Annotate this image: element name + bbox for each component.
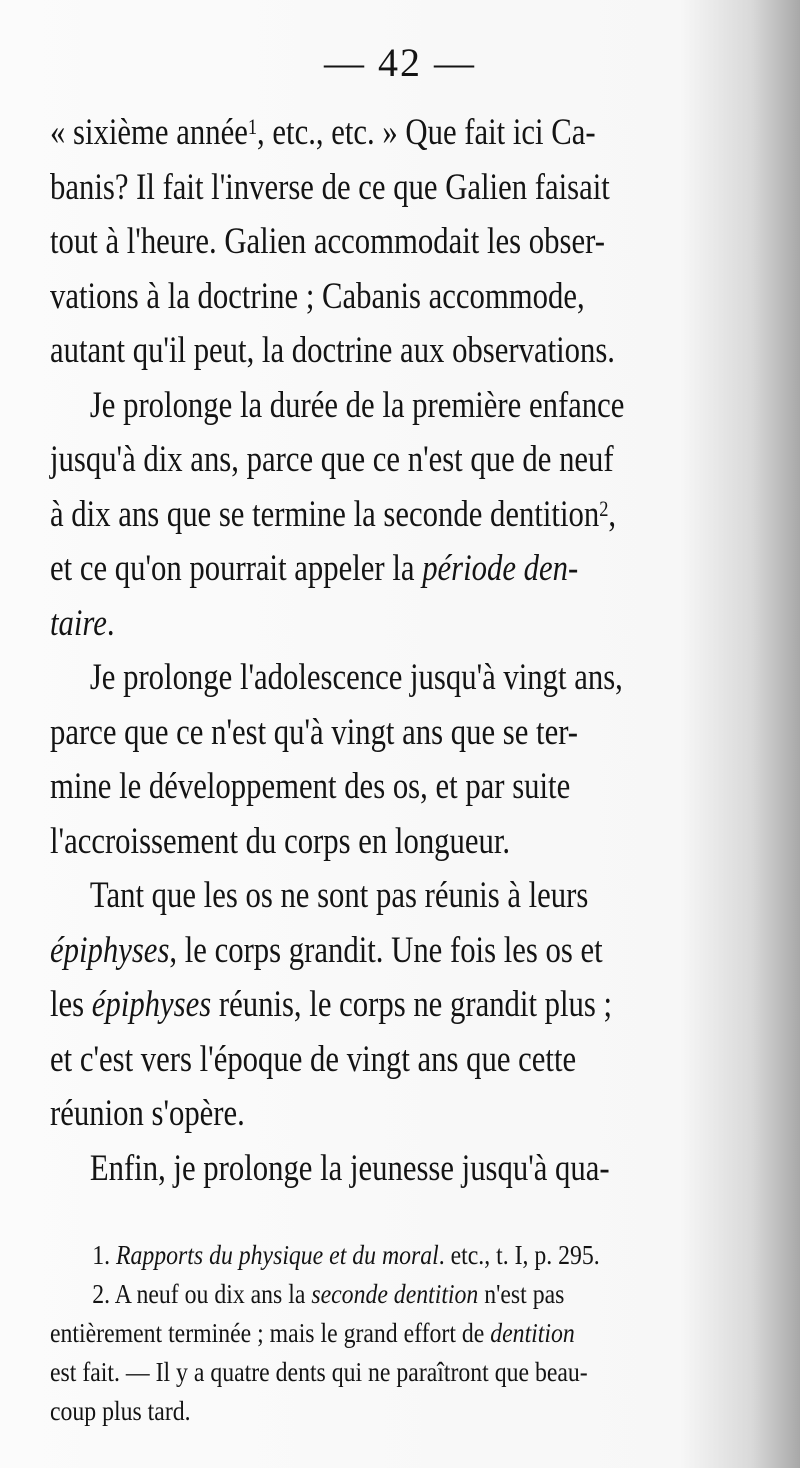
text-line: épiphyses, le corps grandit. Une fois les os et xyxy=(50,929,603,971)
text-line: et c'est vers l'époque de vingt ans que cette xyxy=(50,1038,577,1080)
text-line: banis? Il fait l'inverse de ce que Galien faisait xyxy=(50,166,610,208)
footnotes xyxy=(50,1236,670,1431)
footnote-line: entièrement terminée ; mais le grand effort de dentition xyxy=(50,1318,575,1348)
text-line: vations à la doctrine ; Cabanis accommode, xyxy=(50,275,585,317)
footnote-line: coup plus tard. xyxy=(50,1396,191,1426)
text-line: jusqu'à dix ans, parce que ce n'est que de neuf xyxy=(50,439,614,480)
footnote-ref: 2 xyxy=(599,495,609,521)
text-line: l'accroissement du corps en longueur. xyxy=(50,820,511,862)
text-line: « sixième année$^1$, etc., etc. » Que fait ici Ca- xyxy=(50,112,596,153)
text-line: Enfin, je prolonge la jeunesse jusqu'à qua- xyxy=(89,1147,610,1189)
footnote-line: 1. Rapports du physique et du moral. etc., t. I, p. 295. xyxy=(92,1240,600,1270)
text-line: tout à l'heure. Galien accommodait les obser- xyxy=(50,221,605,262)
text-line: à dix ans que se termine la seconde dentition$^2$, xyxy=(50,493,617,535)
page-number: — 42 — xyxy=(324,40,476,85)
text-line: réunion s'opère. xyxy=(50,1093,245,1134)
text-line: Je prolonge la durée de la première enfance xyxy=(89,384,625,426)
body-text xyxy=(50,106,643,1196)
footnote-ref: 1 xyxy=(247,114,258,140)
text-line: les épiphyses réunis, le corps ne grandit plus ; xyxy=(50,984,613,1025)
text-line: Tant que les os ne sont pas réunis à leurs xyxy=(89,875,589,916)
text-line: Je prolonge l'adolescence jusqu'à vingt ans, xyxy=(89,657,623,698)
text-line: parce que ce n'est qu'à vingt ans que se ter- xyxy=(50,711,579,753)
text-line: et ce qu'on pourrait appeler la période den- xyxy=(50,548,579,589)
footnote-line: est fait. — Il y a quatre dents qui ne paraîtront que beau- xyxy=(50,1357,588,1387)
footnote-line: 2. A neuf ou dix ans la seconde dentition n'est pas xyxy=(92,1279,565,1309)
text-line: mine le développement des os, et par suite xyxy=(50,766,571,807)
text-line: autant qu'il peut, la doctrine aux observations. xyxy=(50,330,615,371)
text-line: taire. xyxy=(50,602,115,644)
